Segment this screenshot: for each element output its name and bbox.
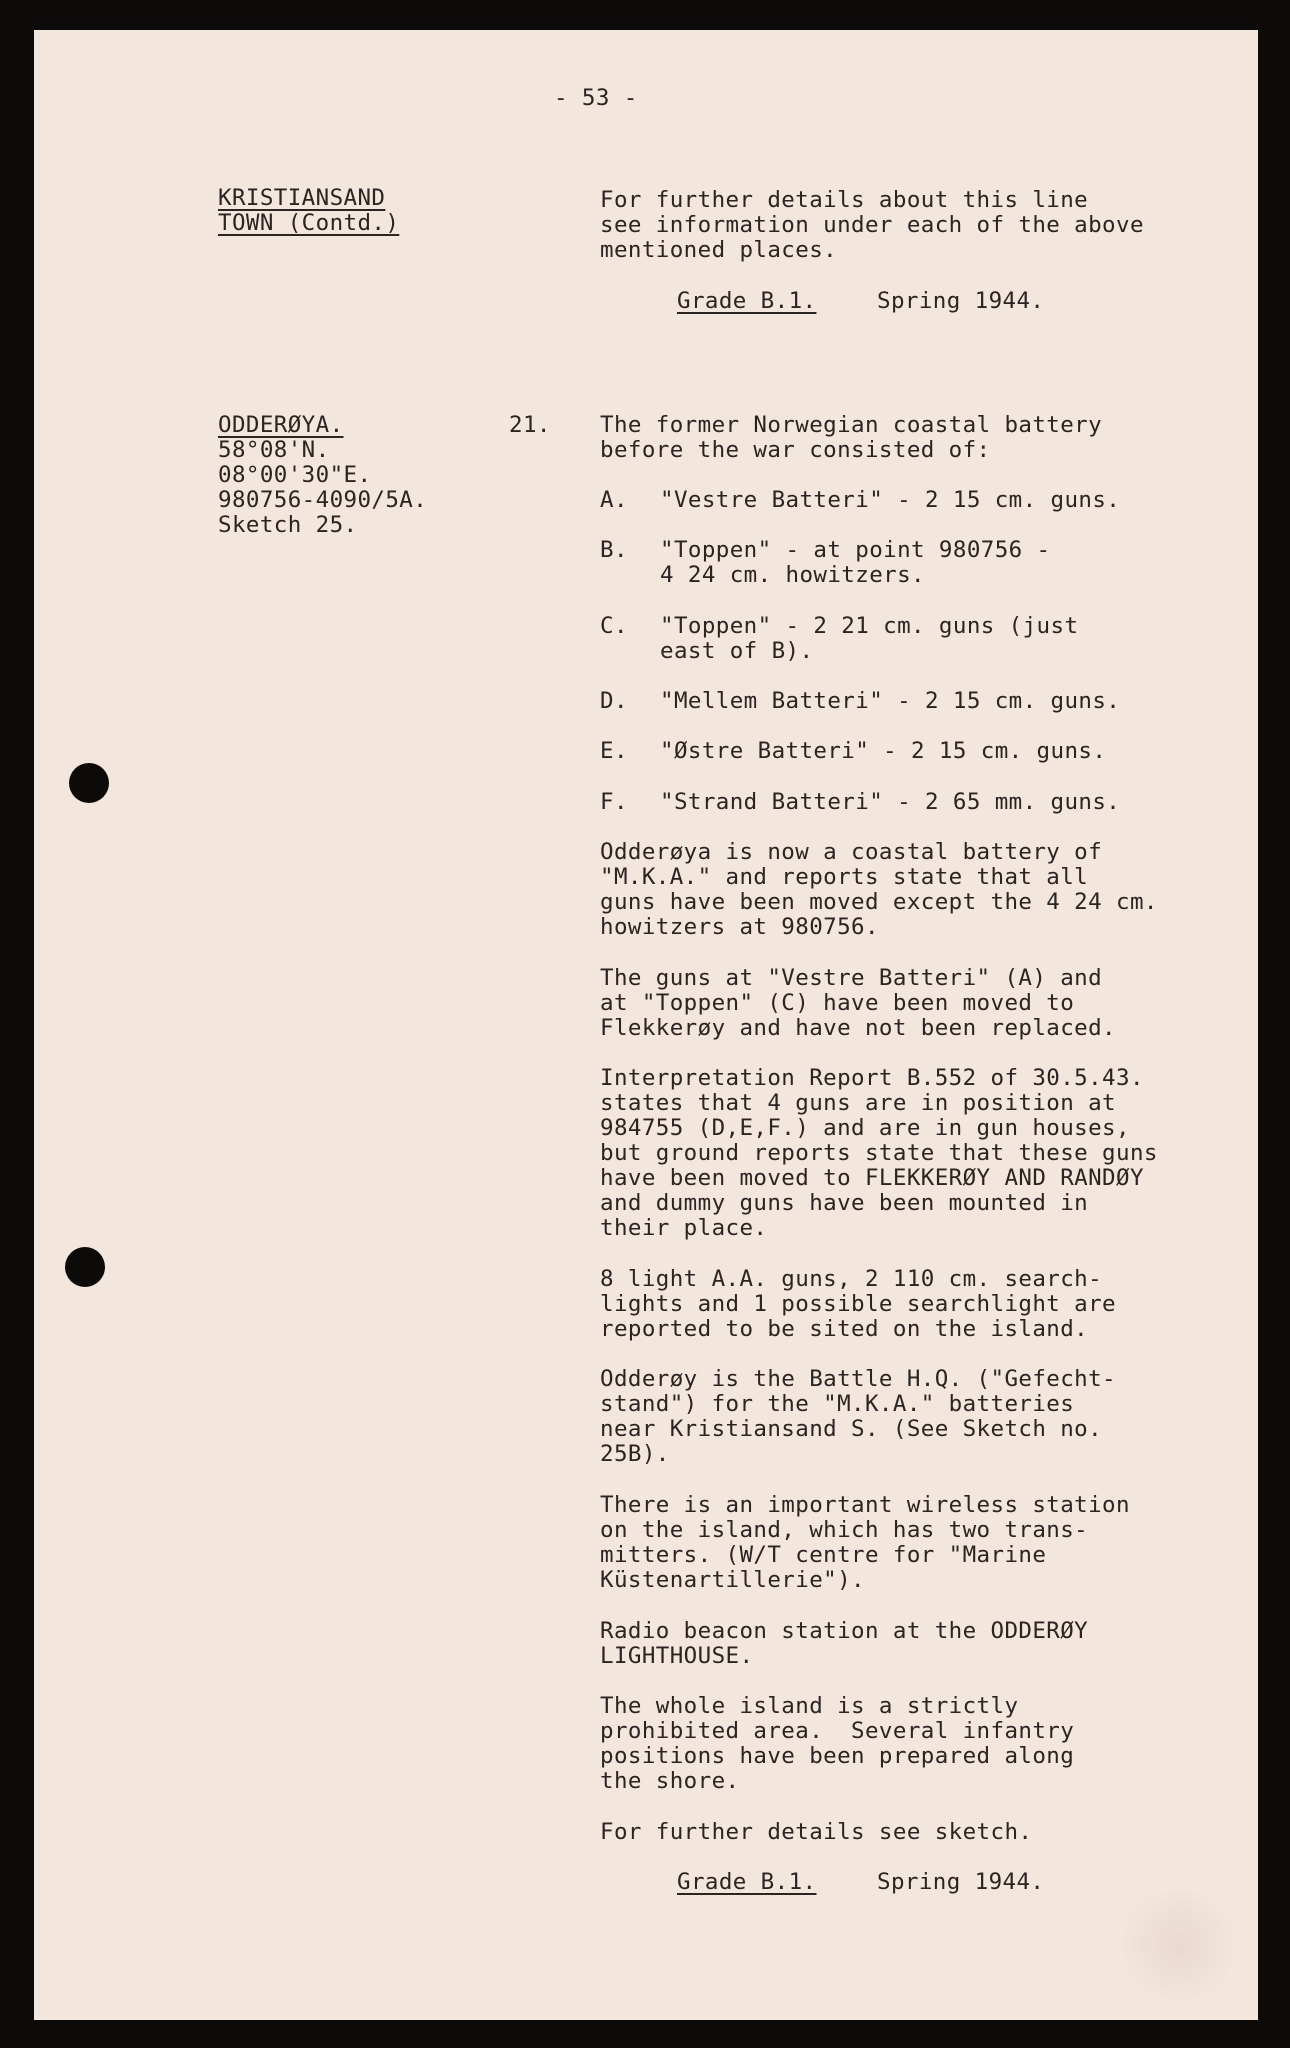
para2-line1: The guns at "Vestre Batteri" (A) and (600, 965, 1103, 991)
place-sketch: Sketch 25. (218, 512, 358, 538)
para8-line4: the shore. (600, 1768, 740, 1794)
paper-stain (1114, 1890, 1244, 2000)
list-letter-a: A. (600, 487, 628, 513)
intro-line-2: before the war consisted of: (600, 437, 991, 463)
punch-hole-top (69, 763, 109, 803)
para5-line3: near Kristiansand S. (See Sketch no. (600, 1416, 1103, 1442)
page-number: - 53 - (554, 85, 638, 111)
para5-line1: Odderøy is the Battle H.Q. ("Gefecht- (600, 1366, 1117, 1392)
section2-grade: Grade B.1. (677, 1869, 817, 1895)
section1-date: Spring 1944. (877, 288, 1045, 314)
list-letter-c: C. (600, 613, 628, 639)
para3-line1: Interpretation Report B.552 of 30.5.43. (600, 1065, 1144, 1091)
document-page (34, 30, 1258, 2020)
list-item-b-line1: "Toppen" - at point 980756 - (660, 537, 1051, 563)
para1-line1: Odderøya is now a coastal battery of (600, 839, 1103, 865)
para4-line3: reported to be sited on the island. (600, 1316, 1089, 1342)
para6-line4: Küstenartillerie"). (600, 1567, 865, 1593)
para3-line4: but ground reports state that these guns (600, 1140, 1158, 1166)
para6-line3: mitters. (W/T centre for "Marine (600, 1542, 1047, 1568)
section1-heading-line2: TOWN (Contd.) (218, 210, 400, 236)
para4-line2: lights and 1 possible searchlight are (600, 1291, 1117, 1317)
list-item-a: "Vestre Batteri" - 2 15 cm. guns. (660, 487, 1121, 513)
para3-line2: states that 4 guns are in position at (600, 1090, 1117, 1116)
para7-line2: LIGHTHOUSE. (600, 1643, 754, 1669)
list-item-d: "Mellem Batteri" - 2 15 cm. guns. (660, 688, 1121, 714)
para4-line1: 8 light A.A. guns, 2 110 cm. search- (600, 1266, 1103, 1292)
section1-grade: Grade B.1. (677, 288, 817, 314)
para3-line3: 984755 (D,E,F.) and are in gun houses, (600, 1115, 1130, 1141)
para6-line1: There is an important wireless station (600, 1492, 1130, 1518)
para2-line3: Flekkerøy and have not been replaced. (600, 1015, 1117, 1041)
place-name: ODDERØYA. (218, 412, 344, 438)
list-item-e: "Østre Batteri" - 2 15 cm. guns. (660, 738, 1107, 764)
list-item-f: "Strand Batteri" - 2 65 mm. guns. (660, 789, 1121, 815)
para9-line1: For further details see sketch. (600, 1819, 1033, 1845)
item-number: 21. (509, 412, 551, 438)
intro-line-1: The former Norwegian coastal battery (600, 412, 1103, 438)
section1-line-2: see information under each of the above (600, 212, 1144, 238)
place-latitude: 58°08'N. (218, 437, 330, 463)
para1-line2: "M.K.A." and reports state that all (600, 864, 1089, 890)
para6-line2: on the island, which has two trans- (600, 1517, 1089, 1543)
para1-line3: guns have been moved except the 4 24 cm. (600, 889, 1158, 915)
section1-line-3: mentioned places. (600, 237, 838, 263)
para3-line7: their place. (600, 1215, 768, 1241)
para3-line6: and dummy guns have been mounted in (600, 1190, 1089, 1216)
para8-line1: The whole island is a strictly (600, 1693, 1019, 1719)
section1-heading-line1: KRISTIANSAND (218, 185, 386, 211)
list-item-c-line2: east of B). (660, 638, 814, 664)
para8-line3: positions have been prepared along (600, 1743, 1075, 1769)
para3-line5: have been moved to FLEKKERØY AND RANDØY (600, 1165, 1144, 1191)
list-letter-d: D. (600, 688, 628, 714)
punch-hole-bottom (65, 1247, 105, 1287)
place-longitude: 08°00'30"E. (218, 462, 372, 488)
para8-line2: prohibited area. Several infantry (600, 1718, 1075, 1744)
para7-line1: Radio beacon station at the ODDERØY (600, 1618, 1089, 1644)
list-item-b-line2: 4 24 cm. howitzers. (660, 562, 925, 588)
section1-line-1: For further details about this line (600, 187, 1089, 213)
section2-date: Spring 1944. (877, 1869, 1045, 1895)
para2-line2: at "Toppen" (C) have been moved to (600, 990, 1075, 1016)
para5-line2: stand") for the "M.K.A." batteries (600, 1391, 1075, 1417)
list-letter-e: E. (600, 738, 628, 764)
list-item-c-line1: "Toppen" - 2 21 cm. guns (just (660, 613, 1079, 639)
place-reference: 980756-4090/5A. (218, 487, 428, 513)
list-letter-b: B. (600, 537, 628, 563)
para1-line4: howitzers at 980756. (600, 914, 879, 940)
para5-line4: 25B). (600, 1441, 670, 1467)
list-letter-f: F. (600, 789, 628, 815)
